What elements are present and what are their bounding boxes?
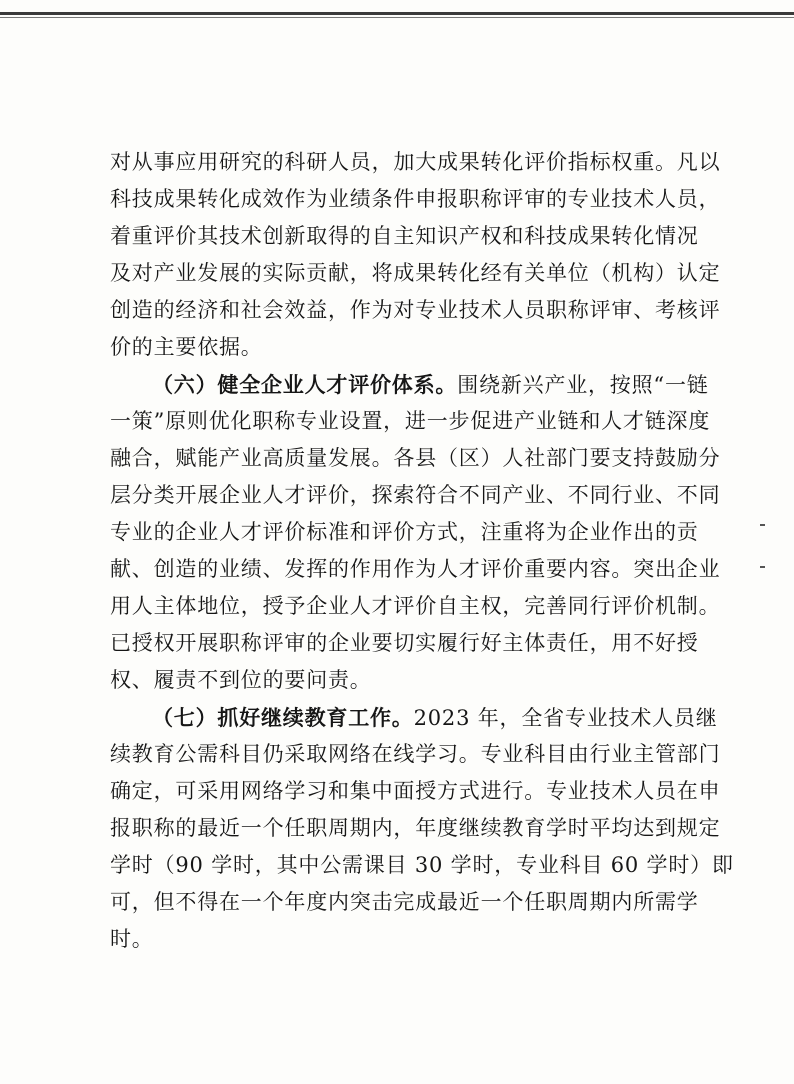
text-line: 融合，赋能产业高质量发展。各县（区）人社部门要支持鼓励分 (110, 446, 721, 470)
text-line: 权、履责不到位的要问责。 (110, 668, 372, 692)
text-line: 已授权开展职称评审的企业要切实履行好主体责任，用不好授 (110, 631, 699, 655)
text-line: 创造的经济和社会效益，作为对专业技术人员职称评审、考核评 (110, 298, 721, 322)
text-line: 层分类开展企业人才评价，探索符合不同产业、不同行业、不同 (110, 483, 721, 507)
paragraph-1 (110, 144, 721, 366)
text-line: 价的主要依据。 (110, 335, 263, 359)
text-line: 对从事应用研究的科研人员，加大成果转化评价指标权重。凡以 (110, 150, 721, 174)
text-line: 时。 (110, 927, 154, 951)
section-6-heading: （六）健全企业人才评价体系。 (152, 372, 458, 397)
section-7-first-line-text: 2023 年，全省专业技术人员继 (413, 706, 718, 730)
text-line: 及对产业发展的实际贡献，将成果转化经有关单位（机构）认定 (110, 261, 721, 285)
document-body (110, 144, 734, 958)
top-border-line-thin (0, 17, 794, 18)
text-line: 报职称的最近一个任职周期内，年度继续教育学时平均达到规定 (110, 816, 721, 840)
text-line: 一策”原则优化职称专业设置，进一步促进产业链和人才链深度 (110, 409, 711, 433)
text-line: 献、创造的业绩、发挥的作用作为人才评价重要内容。突出企业 (110, 557, 721, 581)
text-line: 续教育公需科目仍采取网络在线学习。专业科目由行业主管部门 (110, 742, 721, 766)
text-line: 学时（90 学时，其中公需课目 30 学时，专业科目 60 学时）即 (110, 853, 734, 877)
text-line: 科技成果转化成效作为业绩条件申报职称评审的专业技术人员， (110, 187, 721, 211)
text-line: 用人主体地位，授予企业人才评价自主权，完善同行评价机制。 (110, 594, 721, 618)
scan-speck (760, 524, 765, 526)
section-7-first-line (110, 699, 718, 736)
text-line: 确定，可采用网络学习和集中面授方式进行。专业技术人员在申 (110, 779, 721, 803)
scan-speck (760, 566, 765, 568)
section-7-heading: （七）抓好继续教育工作。 (152, 705, 414, 730)
section-7 (110, 699, 734, 958)
text-line: 专业的企业人才评价标准和评价方式，注重将为企业作出的贡 (110, 520, 699, 544)
text-line: 着重评价其技术创新取得的自主知识产权和科技成果转化情况 (110, 224, 699, 248)
section-6-first-line-text: 围绕新兴产业，按照“一链 (457, 373, 709, 397)
text-line: 可，但不得在一个年度内突击完成最近一个任职周期内所需学 (110, 890, 699, 914)
section-6-first-line (110, 366, 709, 403)
top-border-line (0, 12, 794, 15)
section-6 (110, 366, 721, 699)
